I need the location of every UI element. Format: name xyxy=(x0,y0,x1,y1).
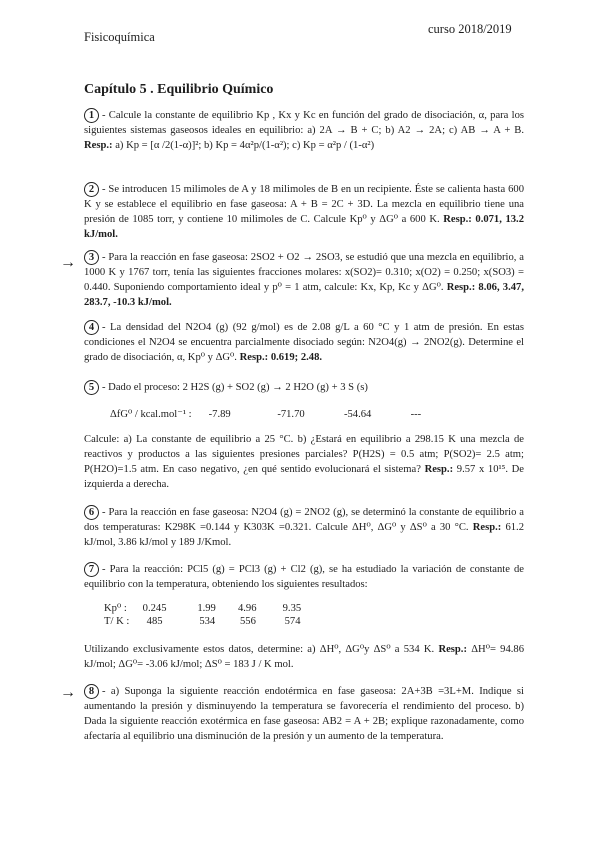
resp-label: Resp.: xyxy=(239,352,269,363)
table-value: 9.35 xyxy=(282,603,302,614)
problem-number: 6 xyxy=(84,505,99,520)
problem-6 xyxy=(84,505,524,550)
problem-number: 5 xyxy=(84,380,99,395)
subject-header: Fisicoquímica xyxy=(84,30,155,44)
table-value: -71.70 xyxy=(277,409,305,420)
problem-text: - Dado el proceso: 2 H2S (g) + SO2 (g) → 2 H2O (g) + 3 S (s) xyxy=(102,382,368,393)
resp-label: Resp.: xyxy=(424,464,454,475)
resp-label: Resp.: xyxy=(438,644,467,655)
problem-7 xyxy=(84,562,524,592)
problem-text: - Para la reacción en fase gaseosa: 2SO2 + O2 → 2SO3, se estudió que una mezcla en equilibrio, a 1000 K y 1767 torr, tenía las siguientes fracciones molares: x(SO2)= 0.310; x(O2) = 0.250; x(SO3) = 0.440. Suponiendo comportamiento ideal y p⁰ = 1 atm, calcule: Kx, Kp, Kc y ΔG⁰. xyxy=(84,252,524,293)
table-value: 1.99 xyxy=(197,603,216,614)
table-value: -7.89 xyxy=(208,409,231,420)
resp-text: 8.06, 3.47, 283.7, -10.3 kJ/mol. xyxy=(84,282,524,308)
problem-number: 4 xyxy=(84,320,99,335)
problem-8 xyxy=(84,684,524,744)
table-value: 574 xyxy=(284,616,301,627)
resp-label: Resp.: xyxy=(84,140,113,151)
problem-text: - Calcule la constante de equilibrio Kp , Kx y Kc en función del grado de disociación, α, para los siguientes sistemas gaseosos ideales en equilibrio: a) 2A → B + C; b) A2 → 2A; c) AB → A + B. xyxy=(84,110,524,136)
problem-1 xyxy=(84,108,524,153)
problem-number: 3 xyxy=(84,250,99,265)
resp-text: 61.2 kJ/mol, 3.86 kJ/mol y 189 J/Kmol. xyxy=(84,522,524,548)
table-value: 556 xyxy=(239,616,256,627)
p7-t-row xyxy=(104,616,301,627)
problem-number: 1 xyxy=(84,108,99,123)
table-value: 534 xyxy=(199,616,216,627)
table-value: --- xyxy=(410,409,422,420)
table-label: Kp⁰ : xyxy=(104,603,127,614)
problem-5-question xyxy=(84,432,524,492)
problem-text: - Para la reacción: PCl5 (g) = PCl3 (g) + Cl2 (g), se ha estudiado la variación de constante de equilibrio con la temperatura, obteniendo los siguientes resultados: xyxy=(84,564,524,590)
resp-label: Resp.: xyxy=(443,214,472,225)
table-value: 4.96 xyxy=(237,603,257,614)
resp-label: Resp.: xyxy=(472,522,502,533)
resp-text: ΔH⁰= 94.86 kJ/mol; ΔG⁰= -3.06 kJ/mol; ΔS⁰ = 183 J / K mol. xyxy=(84,644,524,670)
p5-free-energy-table xyxy=(110,408,421,420)
problem-number: 2 xyxy=(84,182,99,197)
course-header: curso 2018/2019 xyxy=(428,22,512,36)
resp-text: a) Kp = [α /2(1-α)]²; b) Kp = 4α²p/(1-α²); c) Kp = α²p / (1-α²) xyxy=(115,140,375,151)
table-value: 0.245 xyxy=(142,603,167,614)
table-label: T/ K : xyxy=(104,616,130,627)
margin-arrow-icon: → xyxy=(60,254,76,271)
problem-text: Calcule: a) La constante de equilibrio a 25 °C. b) ¿Estará en equilibrio a 298.15 K una mezcla de reactivos y productos a las siguientes presiones parciales? P(H2S) = 0.5 atm; P(SO2)= 2.5 atm; P(H2O)=1.5 atm. En caso negativo, ¿en qué sentido evolucionará el sistema? xyxy=(84,434,524,475)
table-value: -54.64 xyxy=(343,409,372,420)
resp-label: Resp.: xyxy=(446,282,476,293)
problem-4 xyxy=(84,320,524,365)
problem-2 xyxy=(84,182,524,242)
problem-text: - Para la reacción en fase gaseosa: N2O4 (g) = 2NO2 (g), se determinó la constante de equilibrio a dos temperaturas: K298K =0.144 y K303K =0.321. Calcule ΔH⁰, ΔG⁰ y ΔS⁰ a 30 °C. xyxy=(84,507,524,533)
table-label: ΔfG⁰ / kcal.mol⁻¹ : xyxy=(110,409,192,420)
problem-5 xyxy=(84,380,524,395)
resp-text: 9.57 x 10¹⁵. De izquierda a derecha. xyxy=(84,464,525,490)
problem-number: 7 xyxy=(84,562,99,577)
margin-arrow-icon: → xyxy=(60,684,76,701)
resp-text: 0.071, 13.2 kJ/mol. xyxy=(84,214,525,240)
problem-7-question xyxy=(84,642,524,672)
chapter-title: Capítulo 5 . Equilibrio Químico xyxy=(84,82,274,97)
resp-text: 0.619; 2.48. xyxy=(270,352,323,363)
problem-text: Utilizando exclusivamente estos datos, determine: a) ΔH⁰, ΔG⁰y ΔS⁰ a 534 K. xyxy=(84,644,435,655)
table-value: 485 xyxy=(146,616,163,627)
problem-3 xyxy=(84,250,524,310)
problem-number: 8 xyxy=(84,684,99,699)
problem-text: - La densidad del N2O4 (g) (92 g/mol) es de 2.08 g/L a 60 °C y 1 atm de presión. En estas condiciones el N2O4 se encuentra parcialmente disociado según: N2O4(g) → 2NO2(g). Determine el grado de disociación, α, Kp⁰ y ΔG⁰. xyxy=(84,322,524,363)
p7-k-row xyxy=(104,602,301,614)
problem-text: - a) Suponga la siguiente reacción endotérmica en fase gaseosa: 2A+3B =3L+M. Indique si aumentando la presión y disminuyendo la temperatura se favorecería el rendimiento del proceso. b) Dada la siguiente reacción exotérmica en fase gaseosa: AB2 = A + 2B; explique razonadamente, como afectaría al equilibrio una disminución de la presión y un aumento de la temperatura. xyxy=(84,686,524,742)
problem-text: - Se introducen 15 milimoles de A y 18 milimoles de B en un recipiente. Éste se calienta hasta 600 K y se establece el equilibrio en fase gaseosa: A + B = 2C + 3D. La mezcla en equilibrio tiene una presión de 1085 torr, y contiene 10 milimoles de C. Calcule Kp⁰ y ΔG⁰ a 600 K. xyxy=(84,184,524,225)
